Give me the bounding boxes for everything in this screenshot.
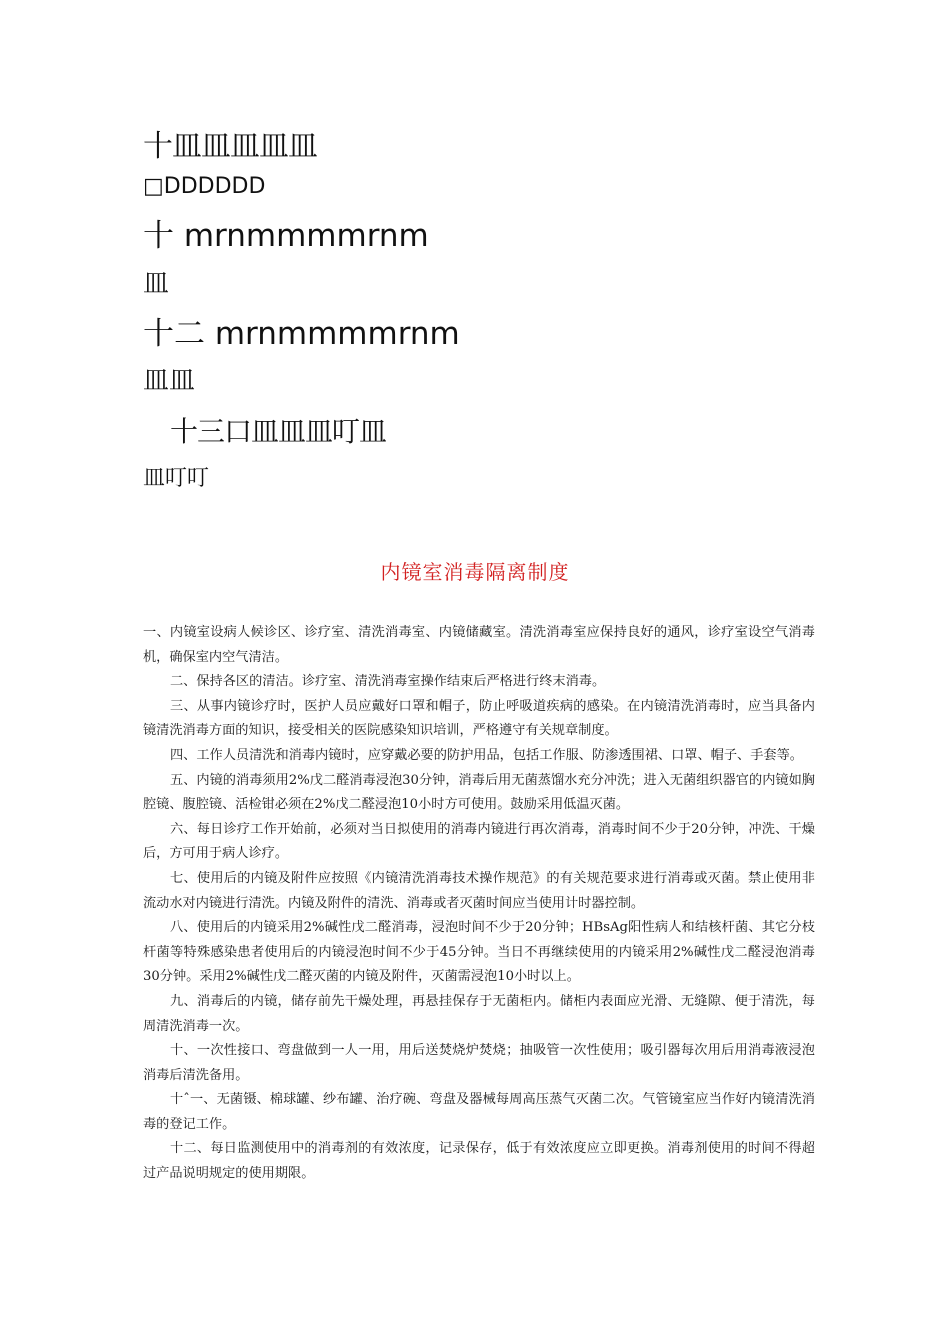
paragraph-10: 十、一次性接口、弯盘做到一人一用，用后送焚烧炉焚烧；抽吸管一次性使用；吸引器每次用后用消毒液浸泡消毒后清洗备用。 [143, 1043, 815, 1083]
paragraph-1: 一、内镜室设病人候诊区、诊疗室、清洗消毒室、内镜储藏室。清洗消毒室应保持良好的通风，诊疗室设空气消毒机，确保室内空气清洁。 [143, 625, 815, 665]
garbled-heading-line: 十二 mrnmmmmrnm [143, 316, 460, 352]
garbled-heading-line: □DDDDDD [143, 174, 266, 199]
paragraph-8: 八、使用后的内镜采用2%碱性戊二醛消毒，浸泡时间不少于20分钟；HBsAg阳性病人和结核杆菌、其它分枝杆菌等特殊感染患者使用后的内镜浸泡时间不少于45分钟。当日不再继续使用的内镜采用2%碱性戊二醛浸泡消毒30分钟。采用2%碱性戊二醛灭菌的内镜及附件，灭菌需浸泡10小时以上。 [143, 920, 815, 985]
paragraph-7: 七、使用后的内镜及附件应按照《内镜清洗消毒技术操作规范》的有关规范要求进行消毒或灭菌。禁止使用非流动水对内镜进行清洗。内镜及附件的清洗、消毒或者灭菌时间应当使用计时器控制。 [143, 870, 815, 911]
document-title: 内镜室消毒隔离制度 [380, 560, 570, 584]
garbled-heading-line: 皿叮叮 [143, 466, 210, 491]
paragraph-9: 九、消毒后的内镜，储存前先干燥处理，再悬挂保存于无菌柜内。储柜内表面应光滑、无缝隙、便于清洗，每周清洗消毒一次。 [143, 993, 815, 1034]
document-body [143, 621, 815, 1187]
paragraph-11: 十ˆ一、无菌镊、棉球罐、纱布罐、治疗碗、弯盘及器械每周高压蒸气灭菌二次。气管镜室应当作好内镜清洗消毒的登记工作。 [143, 1092, 815, 1132]
garbled-heading-line: 皿 [143, 269, 170, 299]
garbled-heading-line: 十三口皿皿皿叮皿 [170, 415, 387, 448]
paragraph-12: 十二、每日监测使用中的消毒剂的有效浓度，记录保存，低于有效浓度应立即更换。消毒剂使用的时间不得超过产品说明规定的使用期限。 [143, 1141, 815, 1182]
paragraph-4: 四、工作人员清洗和消毒内镜时，应穿戴必要的防护用品，包括工作服、防渗透围裙、口罩、帽子、手套等。 [170, 747, 803, 763]
garbled-heading-line: 十 mrnmmmmrnm [143, 218, 429, 254]
paragraph-6: 六、每日诊疗工作开始前，必须对当日拟使用的消毒内镜进行再次消毒，消毒时间不少于20分钟，冲洗、干燥后，方可用于病人诊疗。 [143, 821, 815, 862]
garbled-heading-line: 十皿皿皿皿皿 [143, 129, 317, 164]
paragraph-2: 二、保持各区的清洁。诊疗室、清洗消毒室操作结束后严格进行终末消毒。 [170, 674, 606, 690]
paragraph-3: 三、从事内镜诊疗时，医护人员应戴好口罩和帽子，防止呼吸道疾病的感染。在内镜清洗消毒时，应当具备内镜清洗消毒方面的知识，接受相关的医院感染知识培训，严格遵守有关规章制度。 [143, 698, 815, 739]
paragraph-5: 五、内镜的消毒须用2%戊二醛消毒浸泡30分钟，消毒后用无菌蒸馏水充分冲洗；进入无菌组织器官的内镜如胸腔镜、腹腔镜、活检钳必须在2%戊二醛浸泡10小时方可使用。鼓励采用低温灭菌。 [143, 772, 815, 813]
garbled-heading-line: 皿皿 [143, 366, 196, 396]
